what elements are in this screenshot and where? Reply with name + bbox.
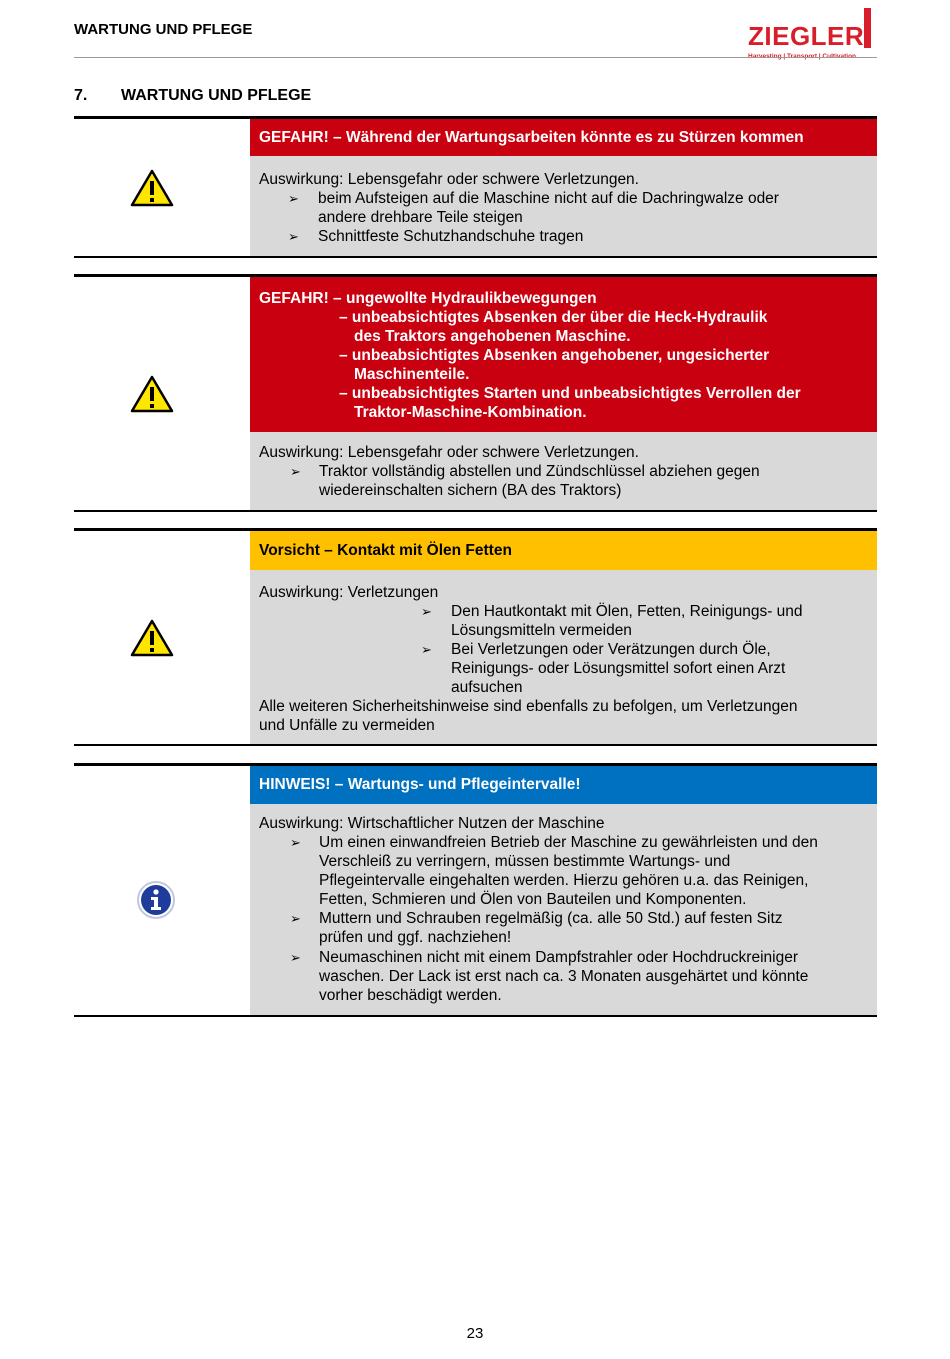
danger-heading: GEFAHR! – Während der Wartungsarbeiten könnte es zu Stürzen kommen (250, 119, 877, 156)
safety-box-hydraulics (74, 274, 877, 512)
bullet-text: Schnittfeste Schutzhandschuhe tragen (318, 228, 584, 245)
effect-text: Auswirkung: Wirtschaftlicher Nutzen der Maschine (259, 815, 605, 832)
bullet-text: waschen. Der Lack ist erst nach ca. 3 Monaten ausgehärtet und könnte (319, 968, 809, 985)
bullet-text: Um einen einwandfreien Betrieb der Maschine zu gewährleisten und den (319, 834, 818, 851)
bullet-text: Den Hautkontakt mit Ölen, Fetten, Reinigungs- und (451, 603, 803, 620)
footer-text: Alle weiteren Sicherheitshinweise sind ebenfalls zu befolgen, um Verletzungen (259, 698, 798, 715)
bullet-arrow: ➢ (290, 911, 301, 926)
bullet-text: prüfen und ggf. nachziehen! (319, 929, 512, 946)
bullet-text: vorher beschädigt werden. (319, 987, 502, 1004)
bullet-arrow: ➢ (288, 229, 299, 244)
bullet-text: Traktor vollständig abstellen und Zündschlüssel abziehen gegen (319, 463, 760, 480)
bullet-arrow: ➢ (288, 191, 299, 206)
dash-item: des Traktors angehobenen Maschine. (354, 328, 631, 345)
bullet-text: wiedereinschalten sichern (BA des Traktors) (319, 482, 622, 499)
bullet-text: aufsuchen (451, 679, 523, 696)
warning-triangle-icon (130, 169, 174, 207)
logo-bar (864, 8, 871, 48)
box-content (250, 531, 877, 744)
effect-text: Auswirkung: Verletzungen (259, 584, 439, 601)
bullet-text: andere drehbare Teile steigen (318, 209, 523, 226)
icon-column (74, 119, 250, 256)
bullet-text: Bei Verletzungen oder Verätzungen durch Öle, (451, 641, 771, 658)
danger-panel (250, 277, 877, 432)
warning-triangle-icon (130, 375, 174, 413)
logo (748, 8, 878, 60)
icon-column (74, 531, 250, 744)
notice-box-maintenance (74, 763, 877, 1017)
warning-triangle-icon (130, 619, 174, 657)
bullet-text: Muttern und Schrauben regelmäßig (ca. alle 50 Std.) auf festen Sitz (319, 910, 783, 927)
bullet-arrow: ➢ (290, 835, 301, 850)
dash-item: – unbeabsichtigtes Starten und unbeabsichtigtes Verrollen der (339, 385, 801, 402)
effect-text: Auswirkung: Lebensgefahr oder schwere Verletzungen. (259, 444, 639, 461)
bullet-text: Pflegeintervalle eingehalten werden. Hierzu gehören u.a. das Reinigen, (319, 872, 809, 889)
notice-heading: HINWEIS! – Wartungs- und Pflegeintervalle! (250, 766, 877, 804)
bullet-text: Lösungsmitteln vermeiden (451, 622, 632, 639)
dash-item: – unbeabsichtigtes Absenken der über die Heck-Hydraulik (339, 309, 768, 326)
bullet-arrow: ➢ (290, 464, 301, 479)
section-title (74, 87, 311, 105)
icon-column (74, 277, 250, 510)
bullet-text: Reinigungs- oder Lösungsmittel sofort einen Arzt (451, 660, 786, 677)
bullet-text: beim Aufsteigen auf die Maschine nicht auf die Dachringwalze oder (318, 190, 779, 207)
logo-wordmark: ZIEGLER (748, 21, 865, 51)
dash-item: Maschinenteile. (354, 366, 470, 383)
info-icon (136, 880, 176, 920)
page-number: 23 (466, 1325, 484, 1342)
footer-text: und Unfälle zu vermeiden (259, 717, 435, 734)
dash-item: Traktor-Maschine-Kombination. (354, 404, 587, 421)
bullet-arrow: ➢ (421, 604, 432, 619)
box-content (250, 277, 877, 510)
caution-box-oils (74, 528, 877, 746)
box-content (250, 766, 877, 1015)
header-title: WARTUNG UND PFLEGE (74, 21, 253, 38)
section-number: 7. (74, 87, 88, 104)
safety-box-fall (74, 116, 877, 258)
header-rule (74, 57, 877, 58)
dash-item: – unbeabsichtigtes Absenken angehobener, ungesicherter (339, 347, 770, 364)
box-content (250, 119, 877, 256)
icon-column (74, 766, 250, 1015)
section-heading: WARTUNG UND PFLEGE (121, 87, 312, 104)
bullet-arrow: ➢ (421, 642, 432, 657)
danger-heading: GEFAHR! – ungewollte Hydraulikbewegungen (259, 290, 597, 307)
bullet-text: Neumaschinen nicht mit einem Dampfstrahler oder Hochdruckreiniger (319, 949, 798, 966)
caution-heading: Vorsicht – Kontakt mit Ölen Fetten (250, 531, 877, 570)
effect-text: Auswirkung: Lebensgefahr oder schwere Verletzungen. (259, 171, 639, 188)
bullet-arrow: ➢ (290, 950, 301, 965)
logo-tagline: Harvesting | Transport | Cultivation (748, 53, 857, 60)
bullet-text: Verschleiß zu verringern, müssen bestimmte Wartungs- und (319, 853, 731, 870)
bullet-text: Fetten, Schmieren und Ölen von Bauteilen und Komponenten. (319, 891, 747, 908)
